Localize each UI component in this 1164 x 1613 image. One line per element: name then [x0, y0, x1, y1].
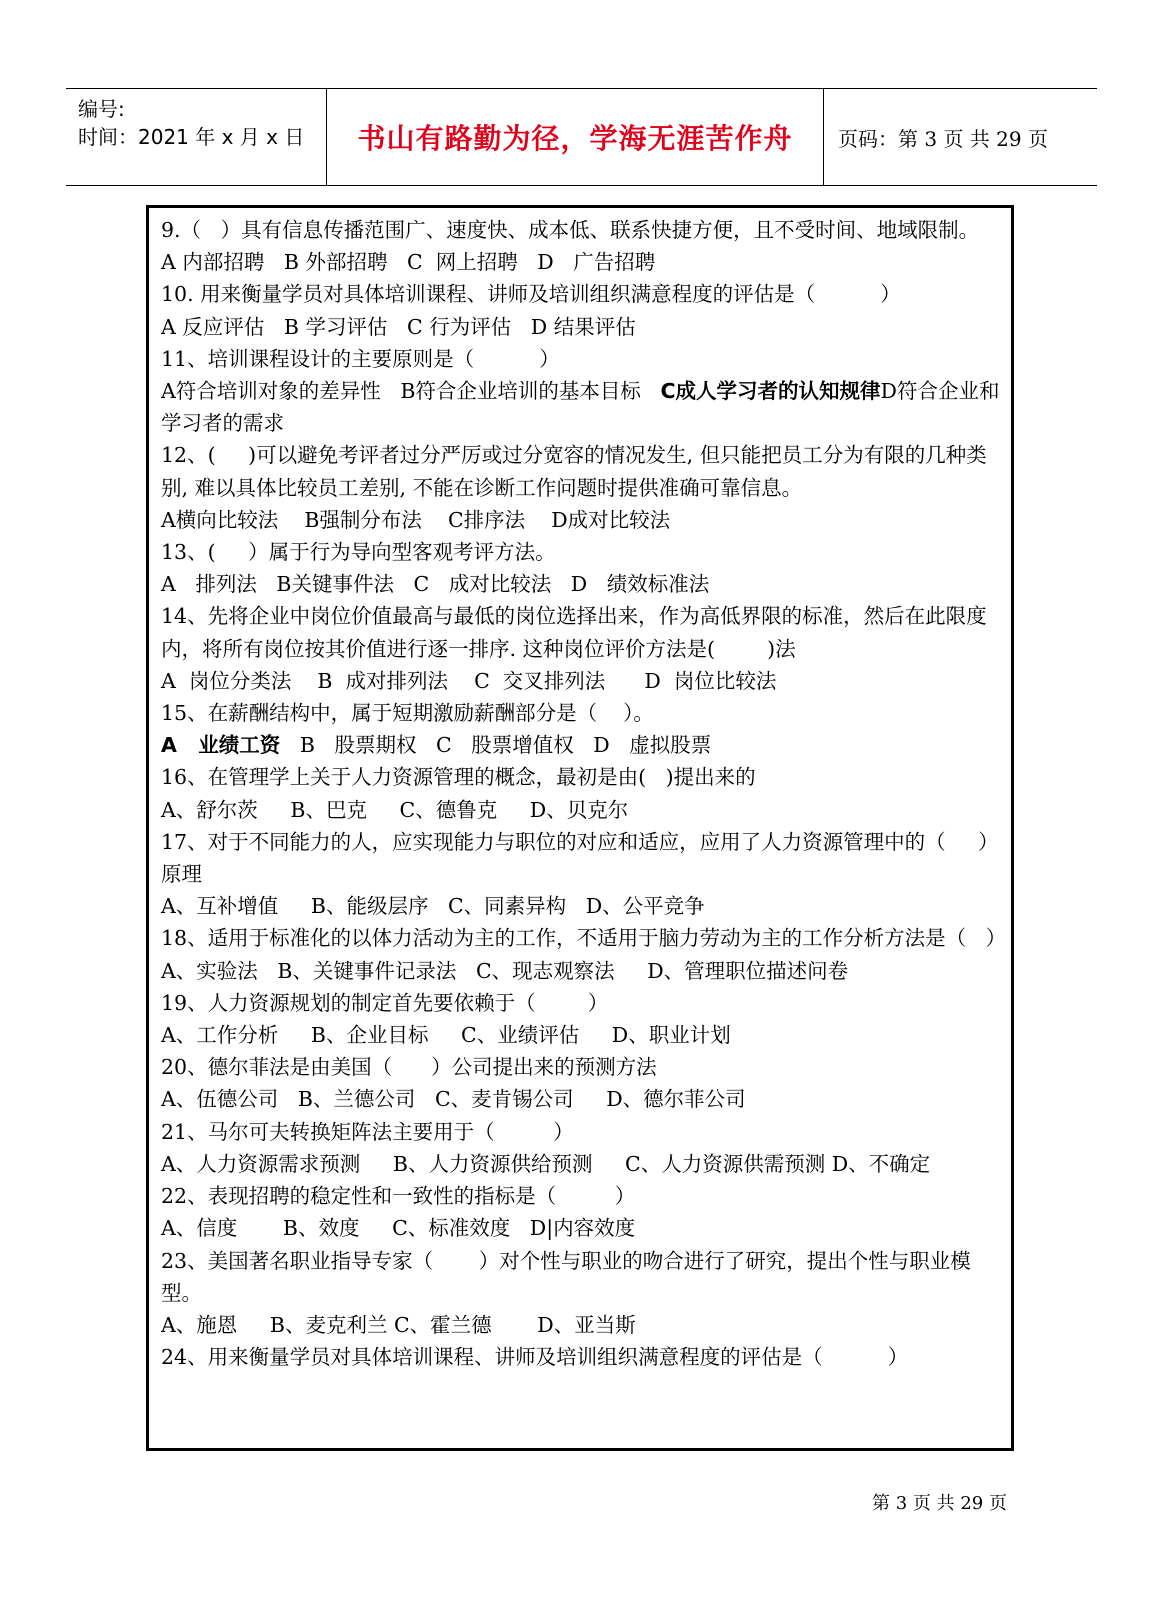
question-list [161, 214, 1007, 1373]
question-text: 23、美国著名职业指导专家（ ）对个性与职业的吻合进行了研究，提出个性与职业模型。 [161, 1248, 971, 1305]
page-footer: 第 3 页 共 29 页 [872, 1493, 1007, 1514]
option-text: B 股票期权 C 股票增值权 D 虚拟股票 [280, 733, 712, 758]
question-options: A横向比较法 B强制分布法 C排序法 D成对比较法 [161, 507, 671, 532]
motto: 书山有路勤为径，学海无涯苦作舟 [357, 122, 793, 155]
question-text: 15、在薪酬结构中，属于短期激励薪酬部分是（ ）。 [161, 701, 654, 726]
question-text: 19、人力资源规划的制定首先要依赖于（ ） [161, 990, 609, 1015]
highlighted-option: A 业绩工资 [161, 733, 281, 758]
question-options: A、伍德公司 B、兰德公司 C、麦肯锡公司 D、德尔菲公司 [161, 1087, 746, 1112]
header-page-info: 页码：第 3 页 共 29 页 [838, 126, 1048, 151]
question-options: A、人力资源需求预测 B、人力资源供给预测 C、人力资源供需预测 D、不确定 [161, 1151, 931, 1176]
question-text: 16、在管理学上关于人力资源管理的概念，最初是由( )提出来的 [161, 765, 756, 790]
option-text: A符合培训对象的差异性 B符合企业培训的基本目标 [161, 379, 661, 404]
question-text: 20、德尔菲法是由美国（ ）公司提出来的预测方法 [161, 1055, 657, 1080]
question-box [146, 205, 1014, 1451]
question-options [161, 375, 1001, 439]
question-text: 18、适用于标准化的以体力活动为主的工作，不适用于脑力劳动为主的工作分析方法是（ ） [161, 926, 1007, 951]
serial-number-label: 编号: [78, 97, 125, 121]
question-options: A、互补增值 B、能级层序 C、同素异构 D、公平竞争 [161, 894, 705, 919]
question-text: 24、用来衡量学员对具体培训课程、讲师及培训组织满意程度的评估是（ ） [161, 1345, 909, 1370]
question-text: 14、先将企业中岗位价值最高与最低的岗位选择出来，作为高低界限的标准，然后在此限度内，将所有岗位按其价值进行逐一排序. 这种岗位评价方法是( )法 [161, 604, 987, 661]
question-options: A 内部招聘 B 外部招聘 C 网上招聘 D 广告招聘 [161, 250, 656, 275]
date-line: 时间：2021 年 x 月 x 日 [78, 125, 305, 149]
question-text: 12、( )可以避免考评者过分严厉或过分宽容的情况发生, 但只能把员工分为有限的几种类别, 难以具体比较员工差别, 不能在诊断工作问题时提供准确可靠信息。 [161, 443, 987, 500]
question-options: A、信度 B、效度 C、标准效度 D|内容效度 [161, 1216, 636, 1241]
question-options: A 反应评估 B 学习评估 C 行为评估 D 结果评估 [161, 314, 636, 339]
question-options [161, 729, 1001, 761]
option-text: D符合企业和学习者的需求 [161, 379, 1000, 436]
question-text: 17、对于不同能力的人，应实现能力与职位的对应和适应，应用了人力资源管理中的（ ）原理 [161, 829, 999, 887]
question-text: 9.（ ）具有信息传播范围广、速度快、成本低、联系快捷方便，且不受时间、地域限制。 [161, 218, 980, 242]
question-options: A 排列法 B关键事件法 C 成对比较法 D 绩效标准法 [161, 572, 710, 597]
question-options: A、工作分析 B、企业目标 C、业绩评估 D、职业计划 [161, 1023, 731, 1048]
question-text: 21、马尔可夫转换矩阵法主要用于（ ） [161, 1119, 574, 1144]
header-meta [66, 89, 326, 185]
highlighted-option: C成人学习者的认知规律 [660, 379, 881, 404]
question-options: A、施恩 B、麦克利兰 C、霍兰德 D、亚当斯 [161, 1312, 636, 1337]
question-text: 11、培训课程设计的主要原则是（ ） [161, 346, 560, 371]
question-options: A 岗位分类法 B 成对排列法 C 交叉排列法 D 岗位比较法 [161, 668, 777, 693]
question-text: 13、( ）属于行为导向型客观考评方法。 [161, 540, 556, 565]
header-motto-cell [326, 89, 824, 185]
question-text: 22、表现招聘的稳定性和一致性的指标是（ ） [161, 1184, 636, 1209]
page-header [66, 88, 1097, 186]
question-options: A、实验法 B、关键事件记录法 C、现志观察法 D、管理职位描述问卷 [161, 958, 849, 983]
question-text: 10. 用来衡量学员对具体培训课程、讲师及培训组织满意程度的评估是（ ） [161, 282, 901, 307]
question-options: A、舒尔茨 B、巴克 C、德鲁克 D、贝克尔 [161, 797, 629, 822]
